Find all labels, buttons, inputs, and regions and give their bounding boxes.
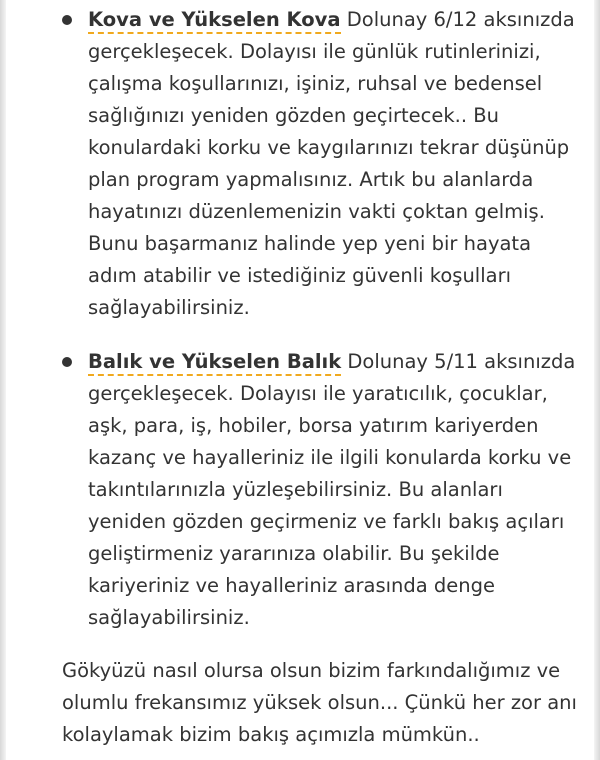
sign-description: Dolunay 5/11 aksınızda gerçekleşecek. Dolayısı ile yaratıcılık, çocuklar, aşk, para, iş, hobiler, borsa yatırım kariyerden kazanç ve hayalleriniz ile ilgili konularda korku ve takıntılarınızla yüzleşebilirsiniz. Bu alanları yeniden gözden geçirmeniz ve farklı bakış açıları geliştirmeniz yararınıza olabilir. Bu şekilde kariyeriniz ve hayalleriniz arasında denge sağlayabilirsiniz. — [88, 350, 576, 629]
sign-term-link[interactable]: Kova ve Yükselen Kova — [88, 8, 341, 34]
right-page-edge — [594, 0, 600, 760]
left-page-edge — [0, 0, 6, 760]
closing-paragraph: Gökyüzü nasıl olursa olsun bizim farkındalığımız ve olumlu frekansımız yüksek olsun... Çünkü her zor anı kolaylamak bizim bakış açımızla mümkün.. — [62, 659, 577, 746]
sign-description: Dolunay 6/12 aksınızda gerçekleşecek. Dolayısı ile günlük rutinlerinizi, çalışma koşullarınızı, işiniz, ruhsal ve bedensel sağlığınızı yeniden gözden geçirtecek.. Bu konulardaki korku ve kaygılarınızı tekrar düşünüp plan program yapmalısınız. Artık bu alanlarda hayatınızı düzenlemenizin vakti çoktan gelmiş. Bunu başarmanız halinde yep yeni bir hayata adım atabilir ve istediğiniz güvenli koşulları sağlayabilirsiniz. — [88, 8, 575, 319]
article-content — [62, 4, 582, 656]
bullet-icon — [62, 357, 72, 367]
bullet-icon — [62, 15, 72, 25]
list-item-kova — [62, 4, 582, 324]
sign-term-link[interactable]: Balık ve Yükselen Balık — [88, 350, 341, 376]
sign-list — [62, 4, 582, 634]
list-item-balik — [62, 346, 582, 634]
